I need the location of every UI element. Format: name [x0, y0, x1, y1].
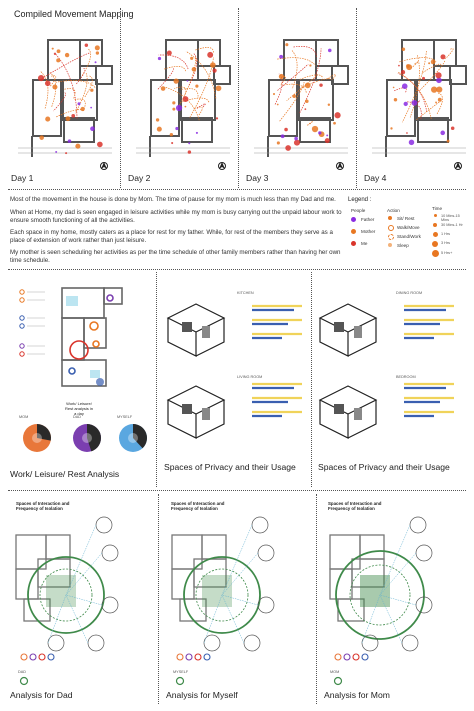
room-sketch [320, 386, 376, 438]
room-label-bedroom: BEDROOM [396, 375, 416, 379]
activity-dot [45, 81, 51, 87]
time-marker-icon [433, 232, 438, 237]
legend-action-sleep: Sleep [397, 243, 409, 248]
work-leisure-title: Work/ Leisure/ Rest Analysis [10, 469, 120, 479]
pie-figure [82, 433, 92, 443]
plan-room [434, 40, 456, 66]
key-dot [20, 290, 24, 294]
plan-room [96, 66, 112, 84]
room-sketch [168, 386, 224, 438]
activity-dot [440, 131, 445, 136]
activity-dot [328, 49, 332, 53]
activity-dot [171, 142, 173, 144]
legend-title: Legend : [348, 197, 372, 203]
key-dot [362, 654, 368, 660]
isolation-zone [46, 575, 76, 607]
legend-people-heading: People [351, 208, 366, 213]
floor-plan [136, 40, 230, 170]
movement-trace [300, 75, 323, 80]
activity-dot [172, 101, 175, 104]
activity-dot [187, 80, 189, 82]
day-label-2: Day 2 [128, 173, 151, 183]
activity-dot [196, 132, 198, 134]
interaction-diagrams [0, 495, 474, 695]
activity-dot [292, 94, 296, 98]
key-dot [20, 298, 24, 302]
activity-dot [176, 105, 182, 111]
activity-dot [401, 70, 405, 74]
activity-dot [404, 102, 408, 106]
activity-dot [65, 53, 69, 57]
activity-dot [402, 48, 406, 52]
furniture [202, 408, 210, 420]
movement-trace [159, 55, 189, 69]
activity-dot [328, 104, 330, 106]
activity-ring [93, 341, 99, 347]
floor-plan [18, 40, 112, 170]
activity-dot [38, 75, 44, 81]
movement-trace [277, 58, 315, 66]
activity-dot [325, 138, 330, 143]
activity-dot [68, 139, 72, 143]
activity-dot [435, 72, 441, 78]
activity-dot [304, 108, 306, 110]
activity-dot [75, 144, 80, 149]
sleep-icon [388, 243, 392, 247]
activity-dot [279, 74, 284, 79]
activity-dot [393, 87, 395, 89]
plan-room [330, 535, 360, 569]
activity-dot [394, 98, 397, 101]
father-marker-icon [351, 217, 356, 222]
vignette [244, 635, 260, 651]
key-dot [344, 654, 350, 660]
activity-ring [107, 295, 113, 301]
activity-dot [406, 64, 412, 70]
activity-dot [52, 84, 57, 89]
activity-dot [157, 127, 162, 132]
time-marker-icon [432, 250, 439, 257]
day-label-1: Day 1 [11, 173, 34, 183]
activity-dot [210, 62, 216, 68]
isolation-zone [360, 575, 390, 607]
plan-room [450, 66, 466, 84]
sit-rest-icon [388, 216, 392, 220]
key-dot [204, 654, 210, 660]
activity-dot [412, 100, 418, 106]
activity-dot [281, 134, 285, 138]
privacy-diagrams [0, 270, 474, 470]
activity-dot [318, 131, 321, 134]
divider [8, 490, 466, 491]
activity-dot [55, 151, 57, 153]
plan-room [48, 40, 80, 80]
pie-figure [128, 433, 138, 443]
pie-label-myself: MYSELF [117, 415, 133, 419]
activity-dot [39, 135, 44, 140]
activity-dot [90, 89, 93, 92]
activity-dot [284, 128, 288, 132]
vignette [258, 545, 274, 561]
summary-paragraph-2: When at Home, my dad is seen engaged in leisure activities while my mom is busy carrying out the unpaid labour work to ensure smooth functioning of all the activities. [10, 209, 342, 225]
work-leisure-caption: Work/ Leisure/ Rest analysis in a day [64, 401, 93, 416]
pie-label-mom: MOM [19, 415, 29, 419]
activity-dot [428, 62, 430, 64]
privacy-title-1: Spaces of Privacy and their Usage [164, 462, 296, 472]
tag-mom: MOM [330, 670, 340, 674]
activity-dot [334, 112, 340, 118]
activity-dot [80, 107, 84, 111]
tag-myself: MYSELF [173, 670, 189, 674]
movement-trace [164, 66, 186, 72]
activity-dot [188, 142, 190, 144]
me-marker-icon [351, 241, 356, 246]
activity-dot [95, 61, 97, 63]
room-sketch [320, 304, 376, 356]
pie-label-dad: DAD [73, 415, 82, 419]
activity-dot [312, 126, 318, 132]
activity-dot [438, 98, 442, 102]
movement-trace [197, 104, 205, 109]
legend-person-me: Me [361, 241, 368, 246]
activity-dot [65, 152, 67, 154]
furniture [66, 296, 78, 306]
activity-dot [447, 140, 450, 143]
plan-room [417, 80, 451, 120]
activity-dot [90, 107, 92, 109]
plan-room [64, 118, 94, 142]
activity-dot [326, 134, 328, 136]
vignette [96, 517, 112, 533]
movement-trace [445, 49, 453, 59]
movement-trace [416, 100, 441, 119]
vignette [258, 597, 274, 613]
activity-dot [167, 50, 172, 55]
analysis-dad-title: Analysis for Dad [10, 690, 73, 700]
plan-room [46, 535, 70, 559]
isolation-zone [202, 575, 232, 607]
plan-room [62, 318, 84, 360]
vignette [252, 517, 268, 533]
plan-room [202, 535, 226, 559]
activity-dot [273, 93, 275, 95]
activity-dot [175, 127, 178, 130]
key-dot [186, 654, 192, 660]
movement-trace [399, 58, 436, 62]
activity-dot [172, 108, 175, 111]
room-floor [168, 304, 224, 332]
activity-dot [213, 69, 217, 73]
movement-trace [293, 46, 316, 56]
plan-room [284, 40, 316, 80]
room-floor [320, 304, 376, 332]
activity-dot [158, 57, 161, 60]
movement-trace [165, 87, 199, 120]
activity-dot [216, 117, 218, 119]
divider [8, 189, 466, 190]
movement-trace [411, 62, 418, 68]
key-dot [21, 654, 27, 660]
movement-trace [307, 121, 313, 125]
furniture [334, 322, 344, 332]
activity-ring [90, 322, 98, 330]
activity-dot [285, 43, 288, 46]
mother-marker-icon [351, 229, 356, 234]
room-floor [320, 386, 376, 414]
activity-dot [294, 140, 300, 146]
plan-room [182, 118, 212, 142]
movement-trace [437, 93, 442, 114]
floor-plan [254, 40, 348, 170]
activity-dot [96, 51, 99, 54]
activity-dot [78, 102, 81, 105]
activity-dot [305, 100, 309, 104]
activity-dot [195, 85, 198, 88]
plan-room [16, 535, 46, 569]
activity-dot [451, 126, 455, 130]
legend-time-4: 3 Hrs [441, 241, 451, 245]
activity-dot [309, 64, 311, 66]
activity-dot [188, 150, 191, 153]
furniture [202, 326, 210, 338]
activity-ring [70, 341, 88, 359]
key-dot [21, 678, 28, 685]
legend-person-mother: Mother [361, 229, 376, 234]
activity-dot [431, 86, 437, 92]
movement-trace [282, 84, 307, 92]
interaction-heading-1: Spaces of Interaction and Frequency of Isolation [16, 501, 70, 511]
activity-dot [156, 118, 159, 121]
time-marker-icon [434, 214, 437, 217]
legend-action-stand: Stand/Work [397, 234, 421, 239]
plan-room [316, 40, 338, 66]
plan-room [269, 80, 297, 136]
activity-dot [409, 140, 414, 145]
legend-time-1: 10 Mins-15 Mins [441, 214, 460, 222]
activity-dot [216, 85, 222, 91]
legend-person-father: Father [361, 217, 375, 222]
room-label-living: LIVING ROOM [237, 375, 263, 379]
activity-dot [435, 101, 437, 103]
activity-dot [422, 77, 425, 80]
vignette [102, 545, 118, 561]
vignette [88, 635, 104, 651]
room-sketch [168, 304, 224, 356]
key-dot [177, 654, 183, 660]
vignette [48, 635, 64, 651]
key-dot [177, 678, 184, 685]
legend-time-3: 1 Hrs [441, 232, 451, 236]
vignette [402, 635, 418, 651]
summary-paragraph-3: Each space in my home, mostly caters as a place for rest for my father. While, for rest of the members they serve as a place of extension of work rather than just leisure. [10, 229, 333, 245]
activity-dot [97, 142, 103, 148]
vignette [416, 545, 432, 561]
activity-dot [333, 122, 336, 125]
legend-action-walk: Walk/Move [397, 225, 420, 230]
activity-dot [71, 114, 75, 118]
summary-paragraph-1: Most of the movement in the house is done by Mom. The time of pause for my mom is much less than my Dad and me. [10, 196, 336, 203]
legend-time-5: 5 Hrs+ [441, 251, 453, 255]
key-dot [20, 352, 24, 356]
activity-dot [277, 141, 280, 144]
plan-room [63, 80, 97, 120]
activity-dot [56, 58, 60, 62]
key-dot [20, 344, 24, 348]
activity-dot [285, 145, 291, 151]
activity-ring [69, 368, 75, 374]
activity-dot [52, 48, 54, 50]
interaction-panel [330, 517, 432, 685]
activity-dot [57, 49, 61, 53]
activity-dot [54, 53, 56, 55]
vignette [102, 597, 118, 613]
vignette [204, 635, 220, 651]
key-dot [20, 324, 24, 328]
analysis-myself-title: Analysis for Myself [166, 690, 238, 700]
furniture [90, 370, 100, 378]
activity-dot [192, 67, 197, 72]
privacy-title-2: Spaces of Privacy and their Usage [318, 462, 450, 472]
summary-paragraph-4: My mother is seen scheduling her activities as per the time schedule of other family members rather than having her own time schedule. [10, 249, 341, 265]
room-label-dining: DINING ROOM [396, 291, 423, 295]
activity-dot [85, 44, 88, 47]
activity-dot [279, 55, 283, 59]
furniture [182, 404, 192, 414]
plan-room [172, 535, 202, 569]
activity-dot [183, 96, 189, 102]
plan-room [360, 535, 384, 559]
plan-room [418, 118, 448, 142]
floor-plan [372, 40, 466, 170]
time-marker-icon [432, 241, 438, 247]
day-label-4: Day 4 [364, 173, 387, 183]
interaction-panel [172, 517, 274, 685]
movement-trace [195, 107, 202, 115]
key-dot [39, 654, 45, 660]
furniture [354, 326, 362, 338]
furniture [182, 322, 192, 332]
activity-dot [45, 117, 50, 122]
interaction-heading-2: Spaces of Interaction and Frequency of Isolation [171, 501, 225, 511]
activity-dot [90, 126, 95, 131]
key-dot [335, 678, 342, 685]
furniture [354, 408, 362, 420]
walk-move-icon [388, 225, 394, 231]
analysis-mom-title: Analysis for Mom [324, 690, 390, 700]
interaction-panel [16, 517, 118, 685]
movement-plans [0, 0, 474, 170]
legend-action-heading: Action [387, 208, 400, 213]
legend-action-sit: Sit/ Rest [397, 216, 415, 221]
activity-dot [161, 86, 166, 91]
key-dot [195, 654, 201, 660]
key-dot [48, 654, 54, 660]
activity-dot [294, 137, 298, 141]
pie-figure [32, 433, 42, 443]
interaction-heading-3: Spaces of Interaction and Frequency of Isolation [328, 501, 382, 511]
stand-work-icon [388, 234, 394, 240]
activity-dot [398, 65, 400, 67]
activity-dot [174, 78, 179, 83]
activity-dot [207, 52, 213, 58]
activity-dot [402, 83, 408, 89]
vignette [410, 517, 426, 533]
tag-dad: DAD [18, 670, 27, 674]
activity-dot [185, 106, 187, 108]
activity-dot [319, 83, 322, 86]
legend-time-2: 30 Mins-1 Hr [441, 223, 463, 227]
activity-dot [170, 133, 173, 136]
legend [348, 197, 468, 265]
activity-dot [96, 378, 104, 386]
activity-dot [440, 54, 445, 59]
activity-dot [95, 45, 100, 50]
room-floor [168, 386, 224, 414]
activity-dot [406, 132, 408, 134]
furniture [334, 404, 344, 414]
activity-dot [277, 104, 279, 106]
time-marker-icon [433, 223, 437, 227]
section-title-movement: Compiled Movement Mapping [14, 9, 134, 19]
key-dot [20, 316, 24, 320]
room-label-kitchen: KITCHEN [237, 291, 254, 295]
day-label-3: Day 3 [246, 173, 269, 183]
plan-room [214, 66, 230, 84]
activity-dot [431, 60, 436, 65]
activity-dot [190, 57, 193, 60]
activity-dot [390, 127, 392, 129]
key-dot [335, 654, 341, 660]
activity-dot [65, 116, 70, 121]
key-dot [353, 654, 359, 660]
activity-dot [305, 82, 311, 88]
legend-time-heading: Time [432, 206, 443, 211]
key-dot [30, 654, 36, 660]
plan-room [402, 40, 434, 80]
